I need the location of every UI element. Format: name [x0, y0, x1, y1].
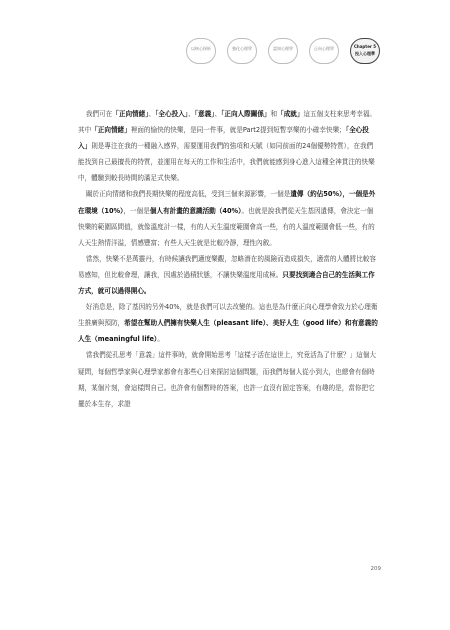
- paragraph: [78, 347, 378, 411]
- paragraph: [78, 251, 378, 299]
- chapter-tab-label: 強化心理學: [232, 46, 252, 51]
- chapter-tab-2[interactable]: [227, 38, 257, 64]
- text-run: 好消息是，除了基因的另外40%，就是我們可以去改變的。這也是為什麼正向心理學會致力於心理衛生推廣與預防，: [78, 303, 378, 328]
- text-run: 、: [148, 110, 156, 118]
- bold-text: 遺傳（約佔50%）: [290, 190, 343, 199]
- text-run: 。也就是說我們從天生基因遺傳，會決定一個快樂的範圍區間值，就像溫度計一樣，有的人天生溫度範圍會高一些，有的人溫度範圍會低一些，有的人天生熱情洋溢，情感豐富；有些人天生就是比較冷靜，理性內斂。: [78, 206, 375, 247]
- chapter-tab-1[interactable]: [186, 38, 216, 64]
- bold-text: 「全心投入」: [78, 126, 369, 151]
- body-text: [78, 106, 378, 412]
- chapter-tab-label: 正向心理學: [314, 46, 334, 51]
- text-run: ，一個是: [123, 206, 150, 215]
- text-run: 裡面的愉快的快樂，是同一件事，就是Part2提到短暫享樂的小確幸快樂；: [130, 126, 346, 135]
- paragraph: [78, 299, 378, 347]
- paragraph: [78, 186, 378, 250]
- chapter-tab-4[interactable]: [309, 38, 339, 64]
- text-run: 、: [214, 110, 222, 118]
- bold-text: 只要找到適合自己的生活與工作方式，就可以過得開心。: [78, 270, 375, 296]
- chapter-navigation: [186, 38, 382, 64]
- text-run: 則是專注在我的一種融入感界，需要運用我們的強項和天賦（如同前面的24個優勢特質），在我們能找到自己最擅長的特質，並運用在每天的工作和生活中，我們就能感到身心進入這種全神貫注的快樂中，體驗到較長時間的滿足式快樂。: [78, 142, 375, 183]
- bold-text: 「正向情緒」: [91, 126, 131, 135]
- bold-text: 「意義」: [194, 110, 215, 118]
- bold-text: 「正向人際關係」: [221, 110, 271, 118]
- chapter-tab-5-active[interactable]: [350, 38, 380, 64]
- bold-text: 「成就」: [277, 110, 304, 118]
- chapter-tab-label: 以核心探析: [191, 46, 211, 51]
- text-run: 當我們從孔思考「意義」這件事時，就會開始思考「這樣子活在這世上，究竟活為了什麼？」這個大疑問，每個哲學家與心理學家都會有那些心目來探討這個問題，而我們每個人從小到大，也總會有個時期，某個片刻，會這樣問自己。也許會有個暫時的答案，也許一直沒有固定答案，有趣的是，當你把它擺於本生存，求證: [78, 351, 377, 408]
- chapter-tab-label: 認知心理學: [273, 46, 293, 51]
- text-run: 、: [188, 110, 195, 118]
- chapter-tab-3[interactable]: [268, 38, 298, 64]
- text-run: 關於正向情緒和我們長期快樂的程度高低，受到三個來源影響，一個是: [85, 190, 291, 199]
- text-run: 這五個支柱來思考幸福。其中: [78, 110, 377, 135]
- chapter-tab-label: 投入心理學: [355, 51, 375, 56]
- bold-text: 個人有計畫的意識活動（40%）: [149, 206, 242, 215]
- bold-text: ，一個是外在環境（10%）: [78, 190, 376, 215]
- bold-text: 「正向情緒」: [112, 110, 149, 118]
- page-number: 209: [370, 566, 381, 572]
- text-run: 當然，快樂不是萬靈丹，有時候讓我們適度樂觀，忽略潛在的風險而造成損失，適當的人體將比較容易感知，但比較會理，讓我，因處於過積狀態，不讓快樂溫度用成極。: [78, 254, 377, 279]
- bold-text: 「全心投入」: [155, 110, 189, 118]
- paragraph: [78, 106, 378, 186]
- chapter-tab-number: Chapter 5: [353, 44, 377, 49]
- text-run: 。: [157, 335, 164, 344]
- text-run: 我們可在: [85, 110, 113, 118]
- text-run: 和: [270, 110, 278, 118]
- bold-text: 希望在幫助人們擁有快樂人生（pleasant life）、美好人生（good life）和有意義的人生（meaningful life）: [78, 319, 378, 344]
